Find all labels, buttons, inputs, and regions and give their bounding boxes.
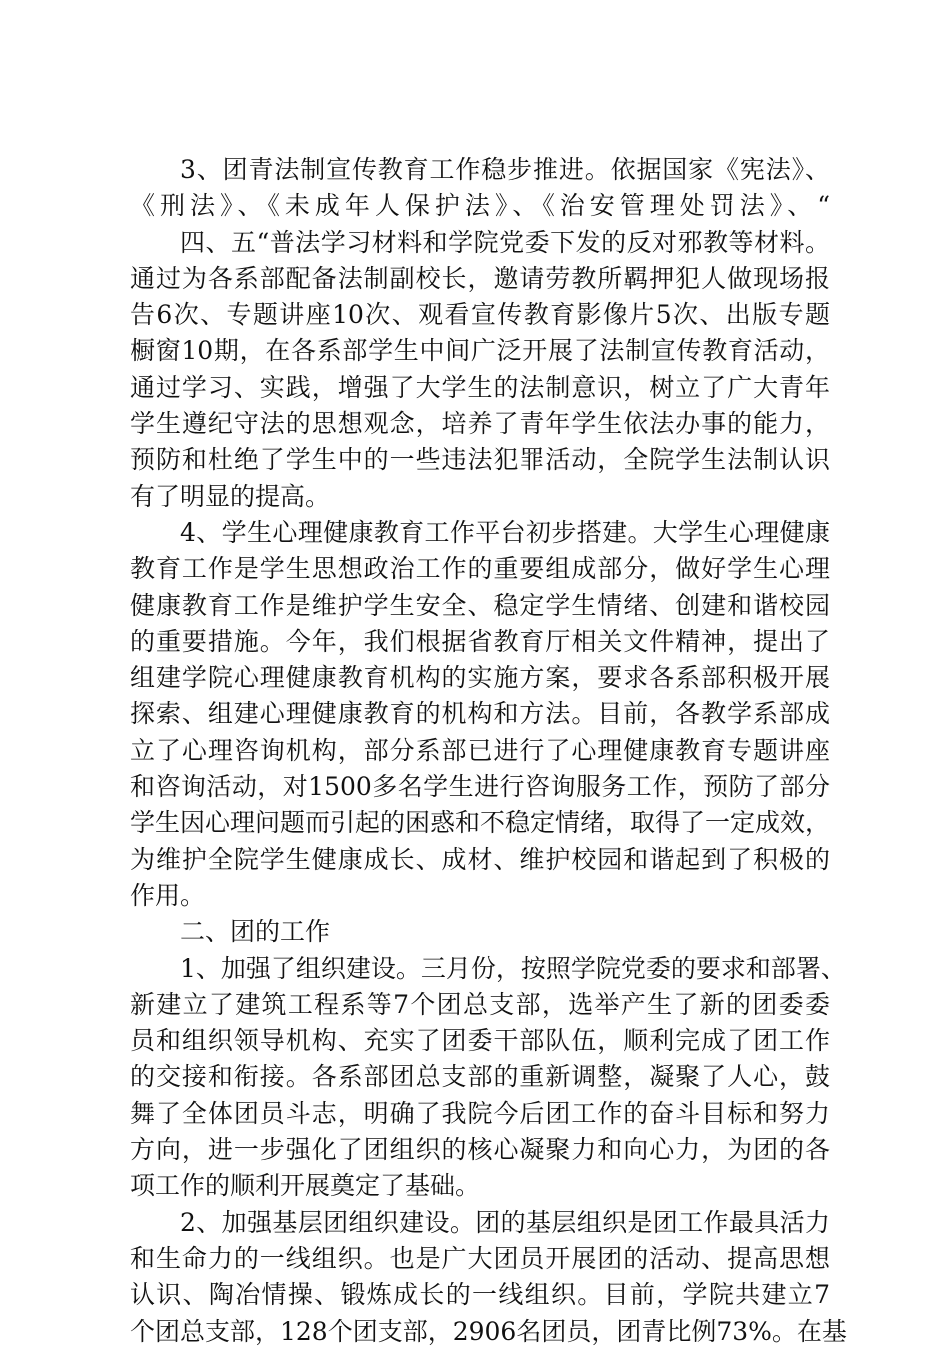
- text-line: 和生命力的一线组织。也是广大团员开展团的活动、提高思想: [130, 1243, 830, 1273]
- text-line: 作用。: [130, 880, 206, 910]
- text-line: 1、加强了组织建设。三月份，按照学院党委的要求和部署、: [180, 953, 846, 983]
- text-line: 4、学生心理健康教育工作平台初步搭建。大学生心理健康: [180, 517, 830, 547]
- text-line: 和咨询活动，对1500多名学生进行咨询服务工作，预防了部分: [130, 772, 830, 802]
- text-line: 项工作的顺利开展奠定了基础。: [130, 1171, 481, 1201]
- text-line: 个团总支部，128个团支部，2906名团员，团青比例73%。在基: [130, 1316, 847, 1346]
- text-line: 二、团的工作: [180, 917, 331, 947]
- document-body: [130, 152, 847, 1350]
- text-line: 有了明显的提高。: [130, 481, 331, 511]
- text-line: 新建立了建筑工程系等7个团总支部，选举产生了新的团委委: [130, 989, 830, 1019]
- text-line: 方向，进一步强化了团组织的核心凝聚力和向心力，为团的各: [130, 1135, 830, 1165]
- text-line: 预防和杜绝了学生中的一些违法犯罪活动，全院学生法制认识: [130, 445, 830, 475]
- text-line: 为维护全院学生健康成长、成材、维护校园和谐起到了积极的: [130, 844, 830, 874]
- text-line: 探索、组建心理健康教育的机构和方法。目前，各教学系部成: [130, 699, 830, 729]
- text-line: 橱窗10期，在各系部学生中间广泛开展了法制宣传教育活动，: [130, 336, 830, 366]
- text-line: 舞了全体团员斗志，明确了我院今后团工作的奋斗目标和努力: [130, 1098, 830, 1128]
- text-line: 2、加强基层团组织建设。团的基层组织是团工作最具活力: [180, 1207, 830, 1237]
- text-line: 通过学习、实践，增强了大学生的法制意识，树立了广大青年: [130, 372, 830, 402]
- text-line: 立了心理咨询机构，部分系部已进行了心理健康教育专题讲座: [130, 735, 830, 765]
- text-line: 的重要措施。今年，我们根据省教育厅相关文件精神，提出了: [130, 626, 830, 656]
- text-line: 员和组织领导机构、充实了团委干部队伍，顺利完成了团工作: [130, 1026, 830, 1056]
- text-line: 3、团青法制宣传教育工作稳步推进。依据国家《宪法》、: [180, 155, 830, 184]
- text-line: 四、五“普法学习材料和学院党委下发的反对邪教等材料。: [180, 227, 830, 257]
- text-line: 告6次、专题讲座10次、观看宣传教育影像片5次、出版专题: [130, 300, 830, 330]
- text-line: 健康教育工作是维护学生安全、稳定学生情绪、创建和谐校园: [130, 590, 830, 620]
- text-line: 的交接和衔接。各系部团总支部的重新调整，凝聚了人心，鼓: [130, 1062, 830, 1092]
- text-line: 组建学院心理健康教育机构的实施方案，要求各系部积极开展: [130, 663, 830, 693]
- text-line: 学生因心理问题而引起的困惑和不稳定情绪，取得了一定成效，: [130, 808, 831, 838]
- text-line: 通过为各系部配备法制副校长，邀请劳教所羁押犯人做现场报: [130, 263, 830, 293]
- text-line: 认识、陶冶情操、锻炼成长的一线组织。目前，学院共建立7: [130, 1280, 830, 1310]
- text-line: 学生遵纪守法的思想观念，培养了青年学生依法办事的能力，: [130, 409, 830, 439]
- text-line: 《刑法》、《未成年人保护法》、《治安管理处罚法》、“: [130, 191, 830, 221]
- text-line: 教育工作是学生思想政治工作的重要组成部分，做好学生心理: [130, 554, 830, 584]
